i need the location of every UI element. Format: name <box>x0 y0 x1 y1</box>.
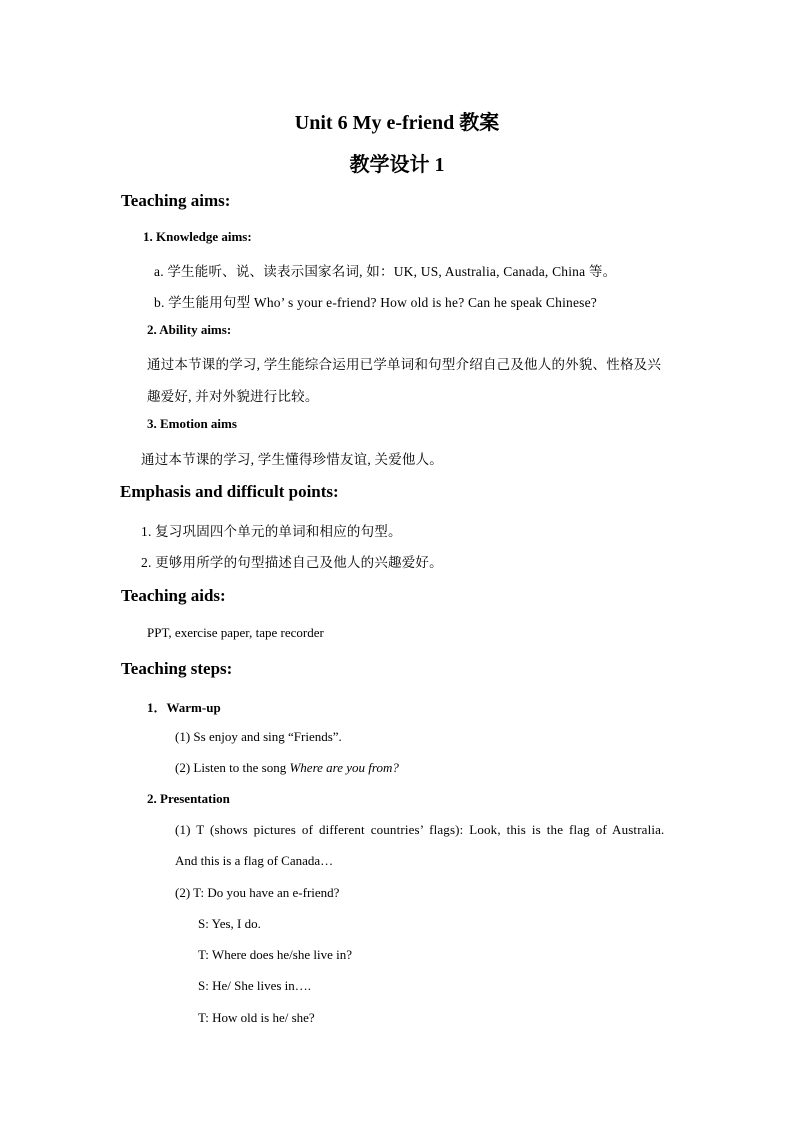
document-subtitle: 教学设计 1 <box>349 154 445 176</box>
teaching-aids-text: PPT, exercise paper, tape recorder <box>147 625 324 640</box>
dialogue-line-1: S: Yes, I do. <box>198 916 261 931</box>
teaching-steps-heading: Teaching steps: <box>121 659 233 678</box>
presentation-heading: 2. Presentation <box>147 791 230 806</box>
emphasis-item-2: 2. 更够用所学的句型描述自己及他人的兴趣爱好。 <box>141 555 443 570</box>
presentation-step-1-line-1: (1) T (shows pictures of different countries’ flags): Look, this is the flag of Australia. <box>175 822 665 837</box>
knowledge-aims-heading: 1. Knowledge aims: <box>143 229 252 244</box>
dialogue-line-4: T: How old is he/ she? <box>198 1010 315 1025</box>
presentation-step-2: (2) T: Do you have an e-friend? <box>175 885 340 900</box>
warmup-step-2-prefix: (2) Listen to the song <box>175 760 290 775</box>
emotion-aims-line-1: 通过本节课的学习, 学生懂得珍惜友谊, 关爱他人。 <box>141 452 443 467</box>
song-title: Where are you from? <box>289 760 399 775</box>
teaching-aids-heading: Teaching aids: <box>121 586 226 605</box>
teaching-aims-heading: Teaching aims: <box>121 191 231 210</box>
presentation-step-1-line-2: And this is a flag of Canada… <box>175 853 334 868</box>
ability-aims-line-1: 通过本节课的学习, 学生能综合运用已学单词和句型介绍自己及他人的外貌、性格及兴 <box>147 357 662 372</box>
dialogue-line-3: S: He/ She lives in…. <box>198 978 312 993</box>
emotion-aims-heading: 3. Emotion aims <box>147 416 237 431</box>
ability-aims-heading: 2. Ability aims: <box>147 322 232 337</box>
warmup-step-1: (1) Ss enjoy and sing “Friends”. <box>175 729 342 744</box>
knowledge-aim-a: a. 学生能听、说、读表示国家名词, 如：UK, US, Australia, Canada, China 等。 <box>154 264 617 279</box>
warmup-step-2 <box>175 760 399 776</box>
knowledge-aim-b: b. 学生能用句型 Who’ s your e-friend? How old is he? Can he speak Chinese? <box>154 295 597 310</box>
document-title: Unit 6 My e-friend 教案 <box>294 112 500 134</box>
ability-aims-line-2: 趣爱好, 并对外貌进行比较。 <box>147 389 319 404</box>
emphasis-heading: Emphasis and difficult points: <box>120 482 339 501</box>
warmup-heading: 1．Warm-up <box>147 700 221 715</box>
emphasis-item-1: 1. 复习巩固四个单元的单词和相应的句型。 <box>141 524 402 539</box>
dialogue-line-2: T: Where does he/she live in? <box>198 947 352 962</box>
